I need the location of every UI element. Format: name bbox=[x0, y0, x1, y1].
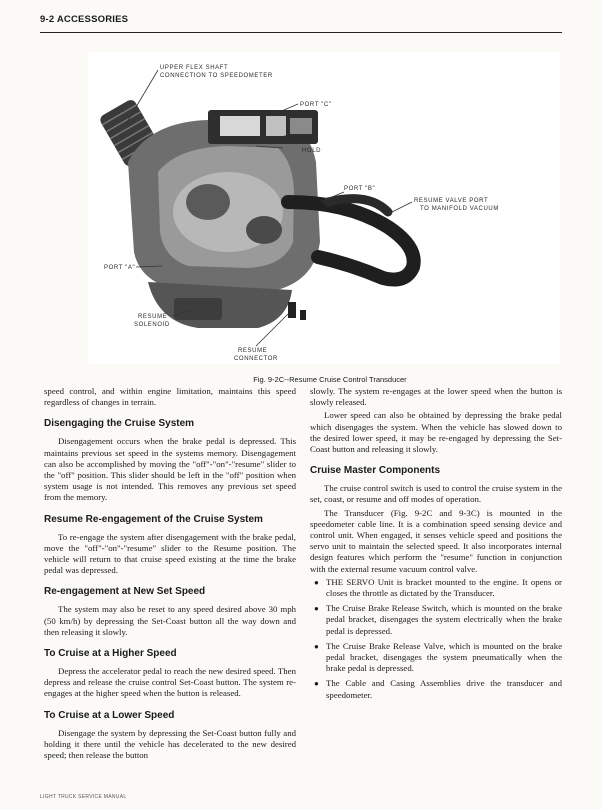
label-port-b: PORT "B" bbox=[344, 186, 376, 192]
label-resume-solenoid-2: SOLENOID bbox=[134, 322, 170, 328]
section-heading: To Cruise at a Lower Speed bbox=[44, 709, 175, 721]
paragraph: The Transducer (Fig. 9-2C and 9-3C) is mounted in the speedometer cable line. It is a combination speed sensing device and control unit. When engaged, it senses vehicle speed and positions the servo unit to maintain the selected speed. It also incorporates internal design features which perform the "resume" function in conjunction with the external resume vacuum control valve. bbox=[310, 507, 562, 574]
list-item: ● The Cruise Brake Release Switch, which is mounted on the brake pedal bracket, disengages the system electrically when the brake pedal is depressed. bbox=[310, 603, 562, 637]
paragraph: The cruise control switch is used to control the cruise system in the set, coast, or resume and off modes of operation. bbox=[310, 483, 562, 505]
paragraph: To re-engage the system after disengagement with the brake pedal, move the "off"-"on"-"resume" slider to the Resume position. The vehicle will return to that cruise speed existing at the time the brake pedal was depressed. bbox=[44, 531, 296, 576]
label-upper-flex-1: UPPER FLEX SHAFT bbox=[160, 65, 229, 71]
list-item: ● The Cruise Brake Release Valve, which is mounted on the brake pedal bracket, disengages the system pneumatically when the brake pedal is depressed. bbox=[310, 641, 562, 675]
page-header: 9-2 ACCESSORIES bbox=[40, 14, 129, 25]
figure-caption: Fig. 9-2C--Resume Cruise Control Transducer bbox=[253, 375, 407, 384]
list-item: ● THE SERVO Unit is bracket mounted to the engine. It opens or closes the throttle as dictated by the Transducer. bbox=[310, 577, 562, 599]
component-list bbox=[310, 577, 562, 701]
label-port-c: PORT "C" bbox=[300, 102, 332, 108]
section-heading: Re-engagement at New Set Speed bbox=[44, 586, 206, 598]
paragraph: Disengagement occurs when the brake pedal is depressed. This maintains previous set speed in the systems memory. Disengagement can also be accomplished by moving the "off"-"on"-"resume" slider to the "off" position. This slider should be left in the "off" position when system usage is not intended. This removes any previous set speed from the memory. bbox=[44, 436, 296, 503]
section-heading: Cruise Master Components bbox=[310, 465, 441, 477]
label-upper-flex-2: CONNECTION TO SPEEDOMETER bbox=[160, 73, 273, 79]
label-port-a: PORT "A" bbox=[104, 265, 136, 271]
right-column bbox=[310, 386, 562, 705]
list-item: ● The Cable and Casing Assemblies drive the transducer and speedometer. bbox=[310, 678, 562, 700]
transducer-photo bbox=[88, 52, 560, 364]
label-resume-solenoid-1: RESUME bbox=[138, 314, 168, 320]
label-resume-valve-2: TO MANIFOLD VACUUM bbox=[420, 206, 499, 212]
paragraph: Disengage the system by depressing the Set-Coast button fully and holding it there until the vehicle has decelerated to the new desired speed; then release the button bbox=[44, 727, 296, 761]
label-resume-valve-1: RESUME VALVE PORT bbox=[414, 198, 489, 204]
paragraph: speed control, and within engine limitation, maintains this speed regardless of changes in terrain. bbox=[44, 386, 296, 408]
paragraph: slowly. The system re-engages at the lower speed when the button is slowly released. bbox=[310, 386, 562, 408]
left-column bbox=[44, 386, 296, 763]
paragraph: Lower speed can also be obtained by depressing the brake pedal which disengages the system. When the vehicle has slowed down to the desired lower speed, it may be re-engaged by depressing the Set-Coast button and releasing it slowly. bbox=[310, 410, 562, 455]
paragraph: The system may also be reset to any speed desired above 30 mph (50 km/h) by depressing the Set-Coast button all the way down and then releasing it slowly. bbox=[44, 604, 296, 637]
paragraph: Depress the accelerator pedal to reach the new desired speed. Then depress and release the cruise control Set-Coast button. The system re-engages at the higher speed when the button is released. bbox=[44, 666, 296, 699]
page-footer: LIGHT TRUCK SERVICE MANUAL bbox=[40, 794, 127, 800]
label-resume-connector-1: RESUME bbox=[238, 348, 268, 354]
section-heading: Disengaging the Cruise System bbox=[44, 418, 195, 430]
section-heading: Resume Re-engagement of the Cruise System bbox=[44, 513, 263, 525]
header-rule bbox=[40, 32, 562, 33]
label-resume-connector-2: CONNECTOR bbox=[234, 356, 278, 362]
section-heading: To Cruise at a Higher Speed bbox=[44, 648, 177, 660]
label-hold: HOLD bbox=[302, 148, 322, 154]
label-engage: ENGAGE bbox=[284, 136, 314, 142]
